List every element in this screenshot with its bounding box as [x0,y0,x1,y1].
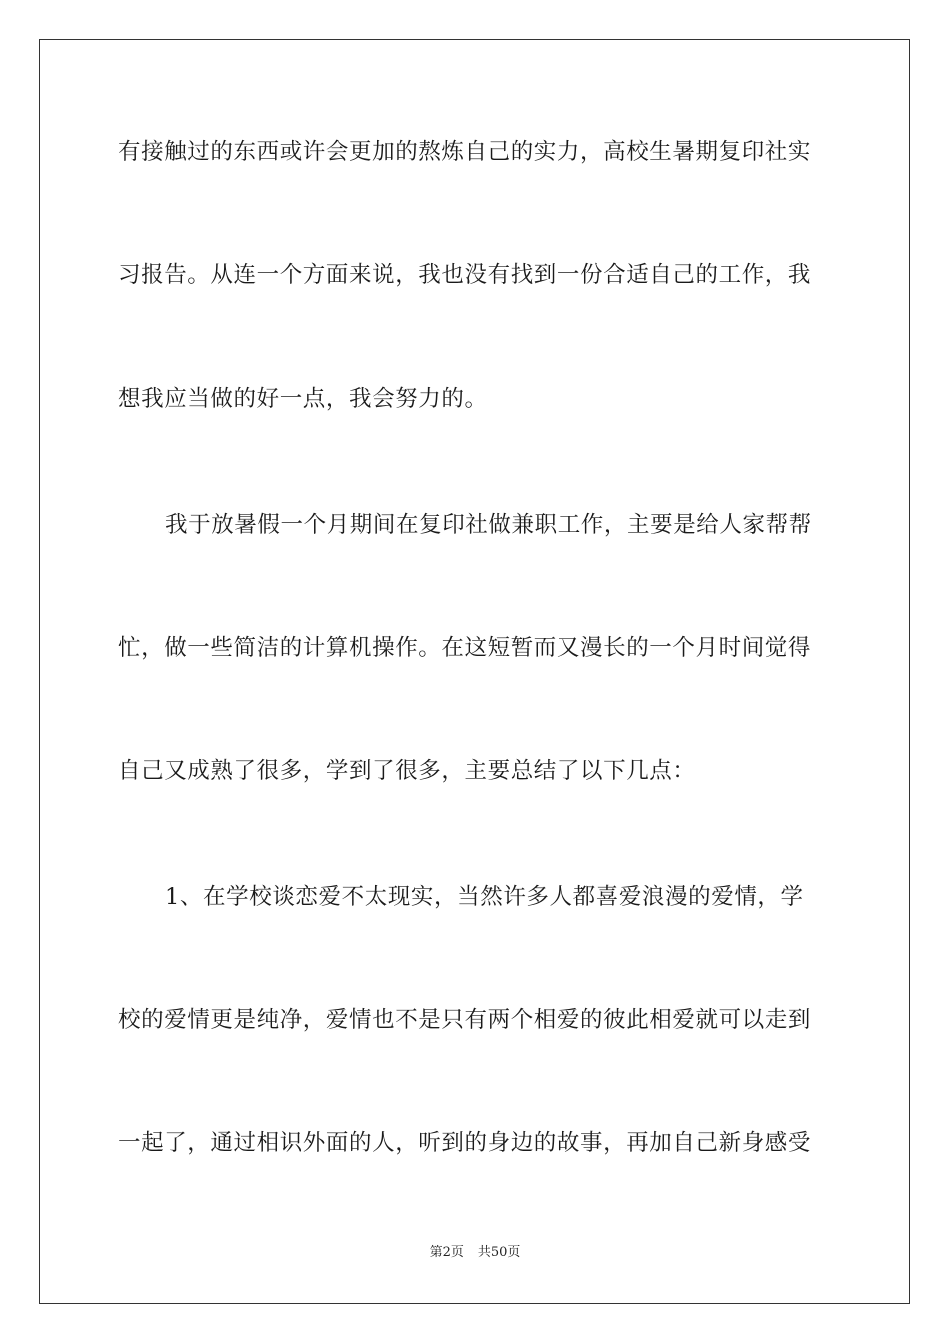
text-line-8: 校的爱情更是纯净，爱情也不是只有两个相爱的彼此相爱就可以走到 [118,1007,812,1033]
text-line-6: 自己又成熟了很多，学到了很多，主要总结了以下几点： [118,758,696,784]
page-border [39,39,910,1304]
text-line-9: 一起了，通过相识外面的人，听到的身边的故事，再加自己新身感受 [118,1130,812,1156]
page-footer [0,1244,950,1262]
page-number: 第2页 [429,1245,464,1260]
text-line-3: 想我应当做的好一点，我会努力的。 [118,386,488,412]
text-line-2: 习报告。从连一个方面来说，我也没有找到一份合适自己的工作，我 [118,262,812,288]
text-line-5: 忙，做一些简洁的计算机操作。在这短暂而又漫长的一个月时间觉得 [118,635,812,661]
text-line-4-paragraph-start: 我于放暑假一个月期间在复印社做兼职工作，主要是给人家帮帮 [165,512,812,538]
text-line-7-paragraph-start: 1、在学校谈恋爱不太现实，当然许多人都喜爱浪漫的爱情，学 [165,884,804,910]
text-line-1: 有接触过的东西或许会更加的熬炼自己的实力，高校生暑期复印社实 [118,139,812,165]
page-total: 共50页 [477,1245,521,1260]
